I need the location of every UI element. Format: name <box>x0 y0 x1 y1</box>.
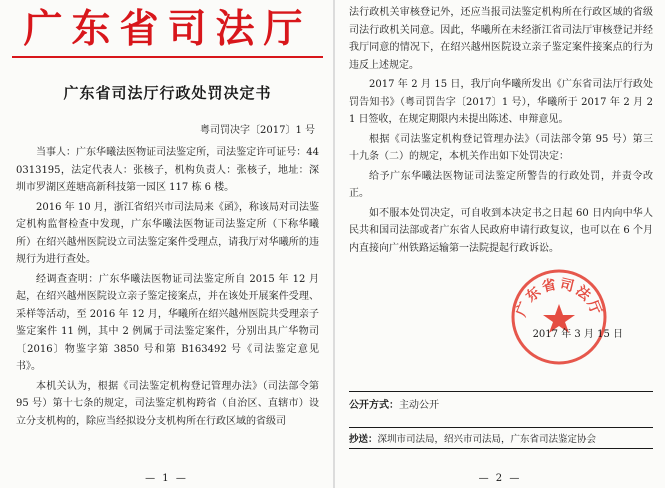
official-seal-icon <box>509 267 609 367</box>
copy-to-label: 抄送： <box>349 434 378 445</box>
paragraph-party: 当事人：广东华曦法医物证司法鉴定所，司法鉴定许可证号：440313195，法定代表人：张核子，机构负责人：张核子，地址：深圳市罗湖区莲塘高新科技第一园区 117 栋 6 楼。 <box>16 147 319 193</box>
copy-to-line <box>349 427 653 449</box>
paragraph-opinion: 本机关认为，根据《司法鉴定机构登记管理办法》（司法部令第 95 号）第十七条的规定，司法鉴定机构跨省（自治区、直辖市）设立分支机构的，除应当经拟设分支机构所在行政区域的省级司 <box>16 380 319 427</box>
paragraph-findings: 经调查查明：广东华曦法医物证司法鉴定所自 2015 年 12 月起，在绍兴越州医院设立亲子鉴定接案点，并在该处开展案件受理、采样等活动，至 2016 年 12 月，华曦所在绍兴越州医院共受理亲子鉴定案件 11 例，其中 2 例属于司法鉴定案件，分别出具广华物司〔2016〕物鉴字第 3850 号和第 B163492 号《司法鉴定意见书》。 <box>16 273 319 372</box>
red-header: 广东省司法厅 <box>23 6 312 52</box>
paragraph-opinion-continued: 法行政机关审核登记外，还应当报司法鉴定机构所在行政区域的省级司法行政机关同意。因此，华曦所在未经浙江省司法厅审核登记并经我厅同意的情况下，在绍兴越州医院设立亲子鉴定案件接案点的行为违反上述规定。 <box>349 7 653 71</box>
document-title: 广东省司法厅行政处罚决定书 <box>63 84 272 102</box>
signature-date: 2017 年 3 月 15 日 <box>532 329 623 340</box>
signature-area <box>349 263 653 383</box>
page-2 <box>335 0 665 488</box>
disclosure-label: 公开方式： <box>349 400 399 411</box>
page-number: — 1 — <box>145 473 188 484</box>
paragraph-background: 2016 年 10 月，浙江省绍兴市司法局来《函》，称该局对司法鉴定机构监督检查中发现，广东华曦法医物证司法鉴定所（下称华曦所）在绍兴越州医院设立司法鉴定案件受理点，请我厅对华曦所的违规行为进行查处。 <box>16 201 319 265</box>
disclosure-line <box>349 391 653 411</box>
disclosure-value: 主动公开 <box>399 400 439 411</box>
page-1-body <box>16 144 319 430</box>
paragraph-decision: 给予广东华曦法医物证司法鉴定所警告的行政处罚，并责令改正。 <box>349 170 653 199</box>
paragraph-legal-basis: 根据《司法鉴定机构登记管理办法》（司法部令第 95 号）第三十九条（二）的规定，本机关作出如下处罚决定： <box>349 133 653 162</box>
seal-text: 广东省司法厅 <box>513 276 605 319</box>
document-number: 粤司罚决字〔2017〕1 号 <box>200 125 315 136</box>
paragraph-notice: 2017 年 2 月 15 日，我厅向华曦所发出《广东省司法厅行政处罚告知书》（粤司罚告字〔2017〕1 号），华曦所于 2017 年 2 月 21 日签收，在规定期限内未提出陈述、申辩意见。 <box>349 79 653 125</box>
page-number: — 2 — <box>478 473 522 484</box>
red-divider <box>12 56 323 58</box>
copy-to-value: 深圳市司法局，绍兴市司法局，广东省司法鉴定协会 <box>377 434 597 445</box>
paragraph-appeal: 如不服本处罚决定，可自收到本决定书之日起 60 日内向中华人民共和国司法部或者广东省人民政府申请行政复议，也可以在 6 个月内直接向广州铁路运输第一法院提起行政诉讼。 <box>349 207 653 254</box>
page-2-body <box>349 4 653 257</box>
